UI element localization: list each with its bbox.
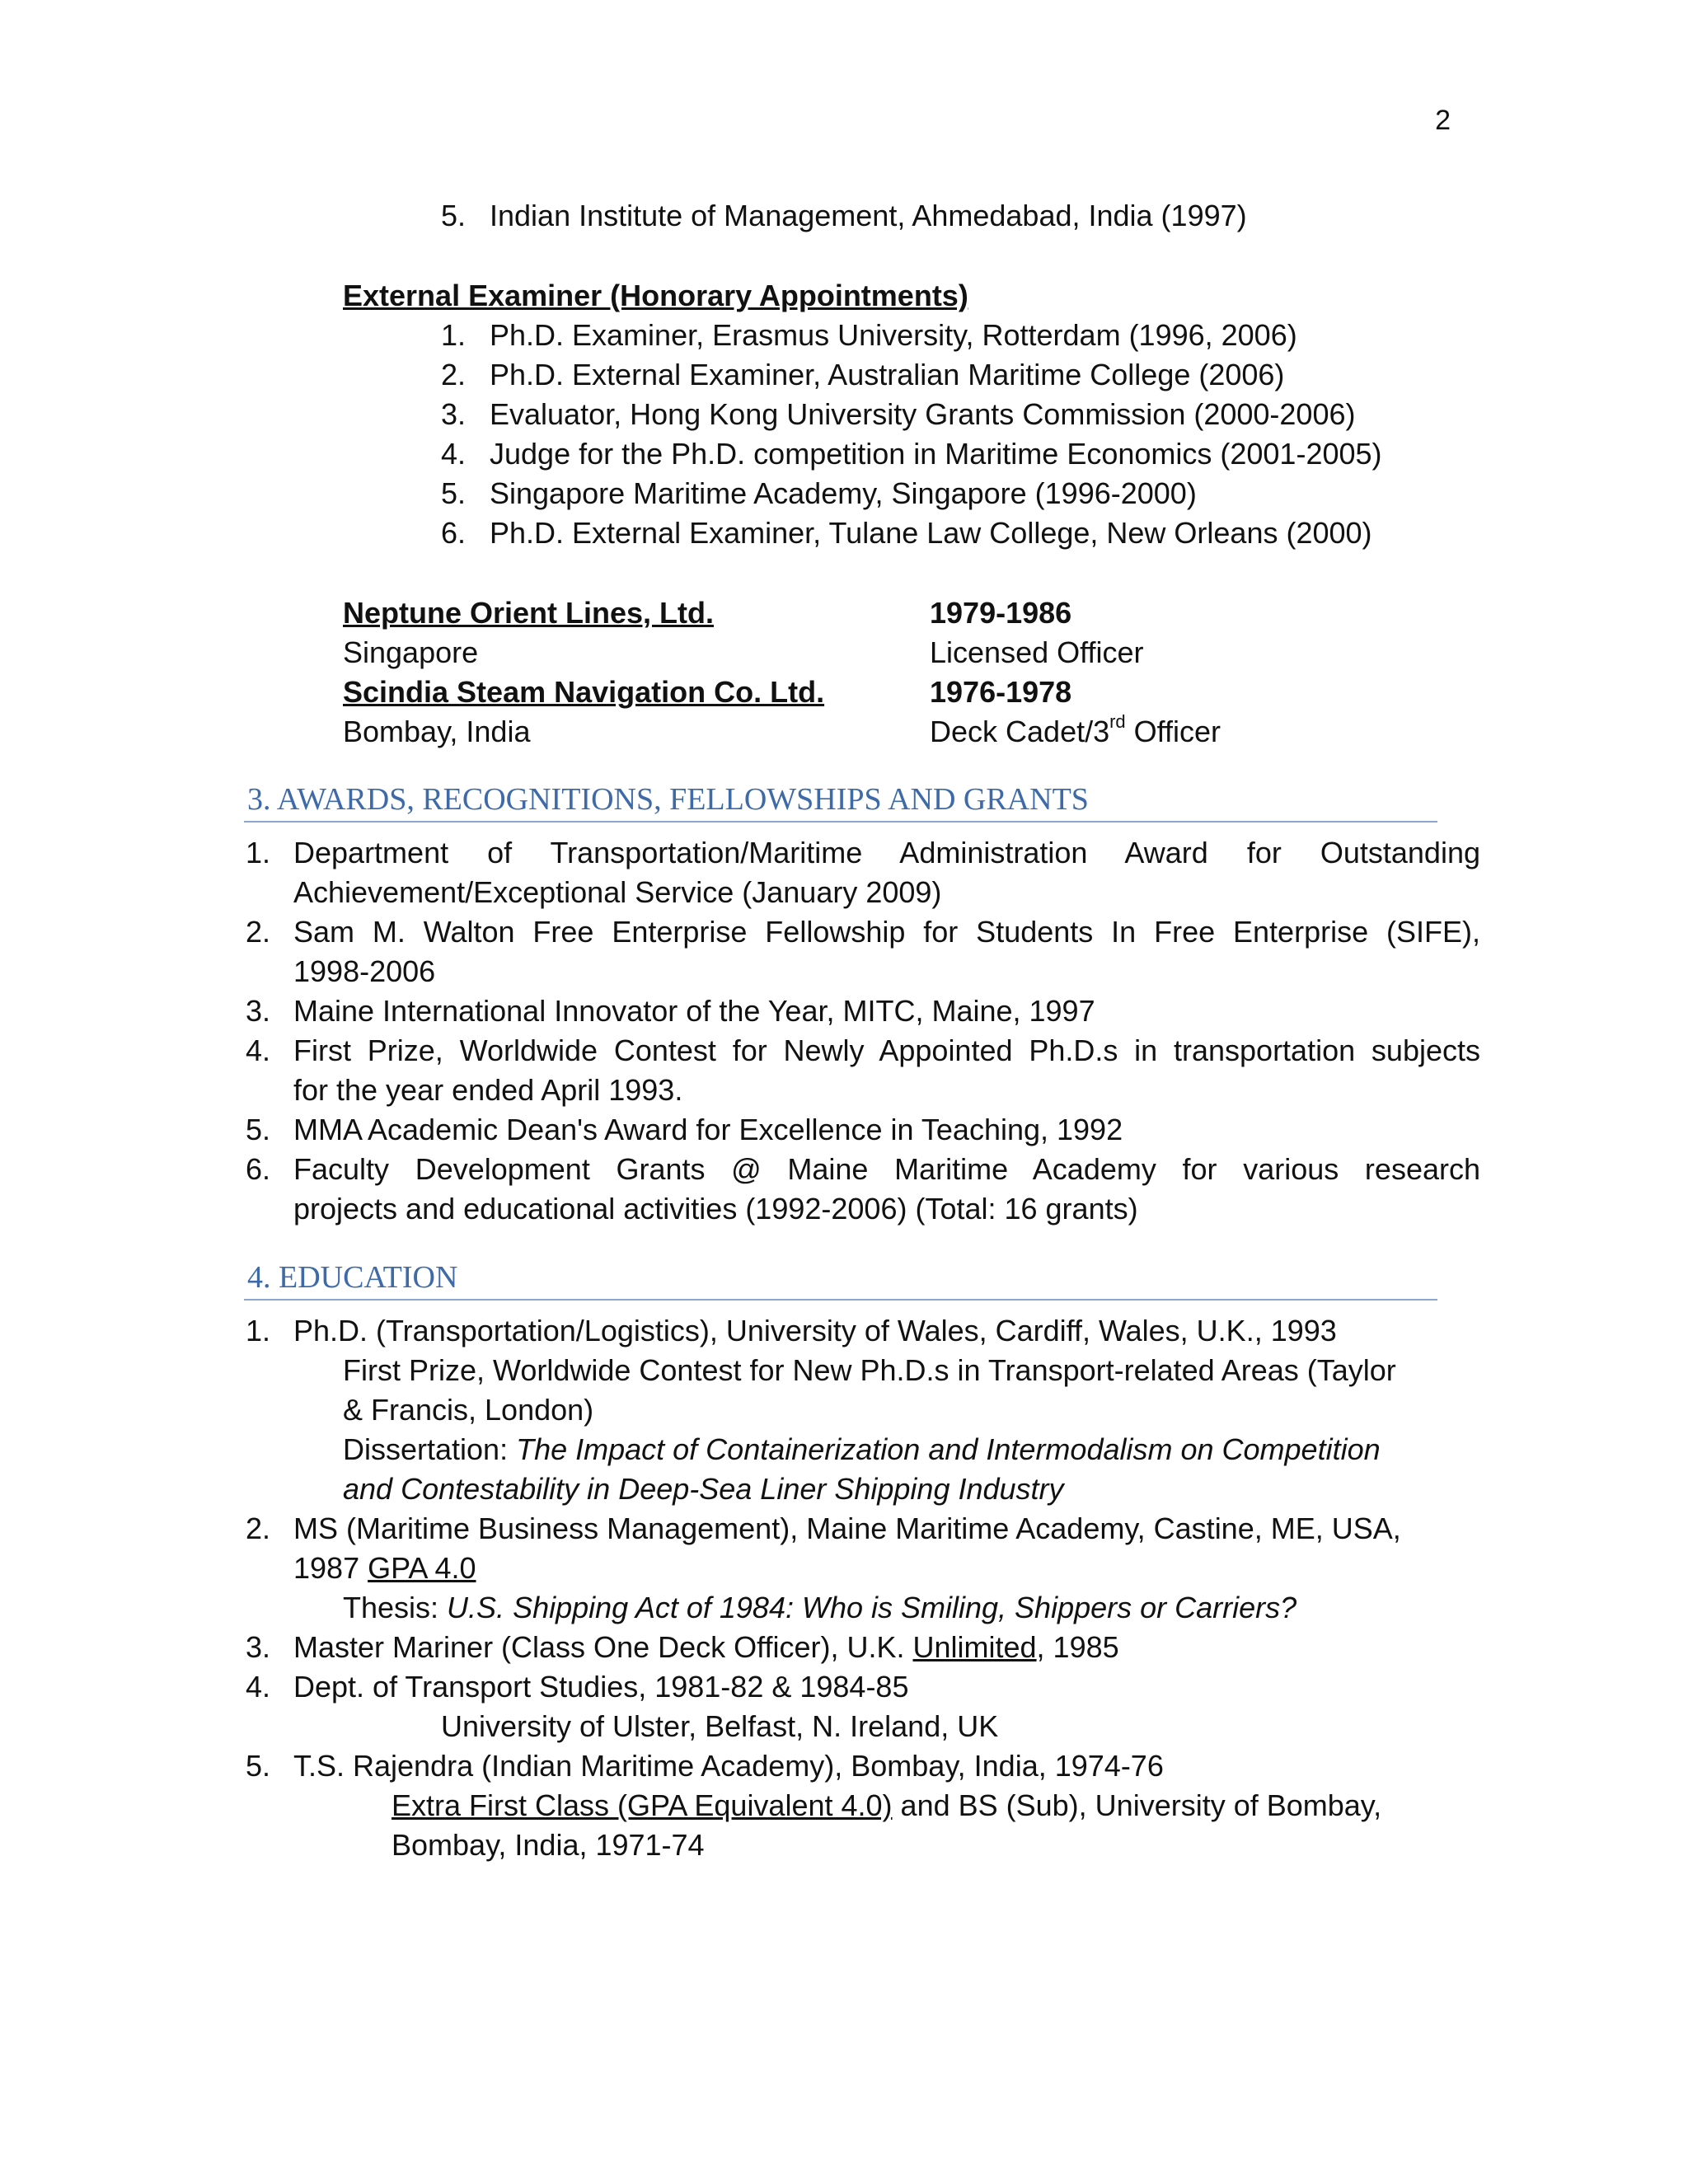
company-location: Singapore	[343, 635, 479, 669]
institution: University of Ulster, Belfast, N. Ireland, UK	[441, 1709, 999, 1743]
item-text: Sam M. Walton Free Enterprise Fellowship for Students In Free Enterprise (SIFE),	[293, 915, 1480, 949]
thesis	[343, 1588, 1296, 1628]
company-name: Neptune Orient Lines, Ltd.	[343, 596, 715, 630]
role-prefix: Deck Cadet/3	[930, 715, 1110, 748]
page-number: 2	[1435, 105, 1451, 136]
degree-text	[293, 1628, 1119, 1667]
item-text: Judge for the Ph.D. competition in Maritime Economics (2001-2005)	[490, 437, 1382, 471]
employment-years: 1976-1978	[930, 675, 1072, 709]
degree-text	[293, 1549, 476, 1588]
prize-text: & Francis, London)	[343, 1393, 594, 1427]
thesis-title: U.S. Shipping Act of 1984: Who is Smiling, Shippers or Carriers?	[447, 1591, 1297, 1624]
item-number: 1.	[441, 318, 467, 352]
item-number: 5.	[441, 199, 467, 232]
company-name: Scindia Steam Navigation Co. Ltd.	[343, 675, 825, 709]
item-number: 1.	[246, 836, 271, 869]
dissertation-title: The Impact of Containerization and Intermodalism on Competition	[516, 1432, 1381, 1466]
item-text: Singapore Maritime Academy, Singapore (1996-2000)	[490, 476, 1197, 510]
awards-heading: 3. AWARDS, RECOGNITIONS, FELLOWSHIPS AND GRANTS	[247, 782, 1089, 817]
dissertation-label: Dissertation:	[343, 1432, 517, 1466]
section-divider	[244, 821, 1437, 823]
item-number: 3.	[246, 994, 271, 1028]
item-text: Achievement/Exceptional Service (January 2009)	[293, 875, 942, 909]
company-location: Bombay, India	[343, 715, 531, 748]
item-number: 5.	[246, 1113, 271, 1146]
item-number: 4.	[441, 437, 467, 471]
item-number: 2.	[441, 358, 467, 391]
degree-text: MS (Maritime Business Management), Maine Maritime Academy, Castine, ME, USA,	[293, 1511, 1401, 1545]
degree-prefix: Master Mariner (Class One Deck Officer), U.K.	[293, 1630, 913, 1664]
degree-suffix: and BS (Sub), University of Bombay,	[892, 1788, 1382, 1822]
item-number: 5.	[246, 1749, 271, 1783]
item-text: Maine International Innovator of the Year, MITC, Maine, 1997	[293, 994, 1095, 1028]
item-number: 3.	[246, 1630, 271, 1664]
education-heading: 4. EDUCATION	[247, 1260, 458, 1295]
dissertation	[343, 1430, 1381, 1469]
section-divider	[244, 1299, 1437, 1301]
degree-underlined: Extra First Class (GPA Equivalent 4.0)	[392, 1788, 893, 1822]
item-number: 3.	[441, 397, 467, 431]
item-number: 6.	[246, 1152, 271, 1186]
thesis-label: Thesis:	[343, 1591, 448, 1624]
item-number: 4.	[246, 1033, 271, 1067]
item-number: 1.	[246, 1314, 271, 1347]
prize-text: First Prize, Worldwide Contest for New Ph.D.s in Transport-related Areas (Taylor	[343, 1353, 1396, 1387]
employment-role: Licensed Officer	[930, 635, 1144, 669]
degree-detail	[392, 1786, 1381, 1825]
item-text: for the year ended April 1993.	[293, 1073, 683, 1107]
item-text: Ph.D. External Examiner, Australian Maritime College (2006)	[490, 358, 1285, 391]
item-text: projects and educational activities (1992-2006) (Total: 16 grants)	[293, 1192, 1138, 1226]
item-text: MMA Academic Dean's Award for Excellence in Teaching, 1992	[293, 1113, 1123, 1146]
degree-text: Ph.D. (Transportation/Logistics), University of Wales, Cardiff, Wales, U.K., 1993	[293, 1314, 1337, 1347]
dissertation-title: and Contestability in Deep-Sea Liner Shipping Industry	[343, 1472, 1064, 1506]
role-superscript: rd	[1109, 711, 1126, 732]
item-text: First Prize, Worldwide Contest for Newly Appointed Ph.D.s in transportation subjects	[293, 1033, 1480, 1067]
degree-underlined: Unlimited	[912, 1630, 1037, 1664]
item-number: 2.	[246, 1511, 271, 1545]
employment-years: 1979-1986	[930, 596, 1072, 630]
item-text: Faculty Development Grants @ Maine Maritime Academy for various research	[293, 1152, 1480, 1186]
employment-role	[930, 712, 1221, 752]
item-text: Ph.D. External Examiner, Tulane Law College, New Orleans (2000)	[490, 516, 1372, 550]
degree-text: T.S. Rajendra (Indian Maritime Academy), Bombay, India, 1974-76	[293, 1749, 1164, 1783]
item-number: 5.	[441, 476, 467, 510]
item-text: Evaluator, Hong Kong University Grants Commission (2000-2006)	[490, 397, 1356, 431]
item-text: 1998-2006	[293, 954, 436, 988]
degree-suffix: , 1985	[1036, 1630, 1119, 1664]
degree-year: 1987	[293, 1551, 368, 1585]
item-text: Ph.D. Examiner, Erasmus University, Rotterdam (1996, 2006)	[490, 318, 1297, 352]
degree-text: Dept. of Transport Studies, 1981-82 & 1984-85	[293, 1670, 909, 1704]
item-number: 6.	[441, 516, 467, 550]
item-text: Department of Transportation/Maritime Administration Award for Outstanding	[293, 836, 1480, 869]
role-suffix: Officer	[1125, 715, 1221, 748]
gpa: GPA 4.0	[368, 1551, 476, 1585]
item-text: Indian Institute of Management, Ahmedabad, India (1997)	[490, 199, 1247, 232]
item-number: 4.	[246, 1670, 271, 1704]
section-subheading: External Examiner (Honorary Appointments)	[343, 279, 968, 312]
item-number: 2.	[246, 915, 271, 949]
degree-detail: Bombay, India, 1971-74	[392, 1828, 705, 1862]
